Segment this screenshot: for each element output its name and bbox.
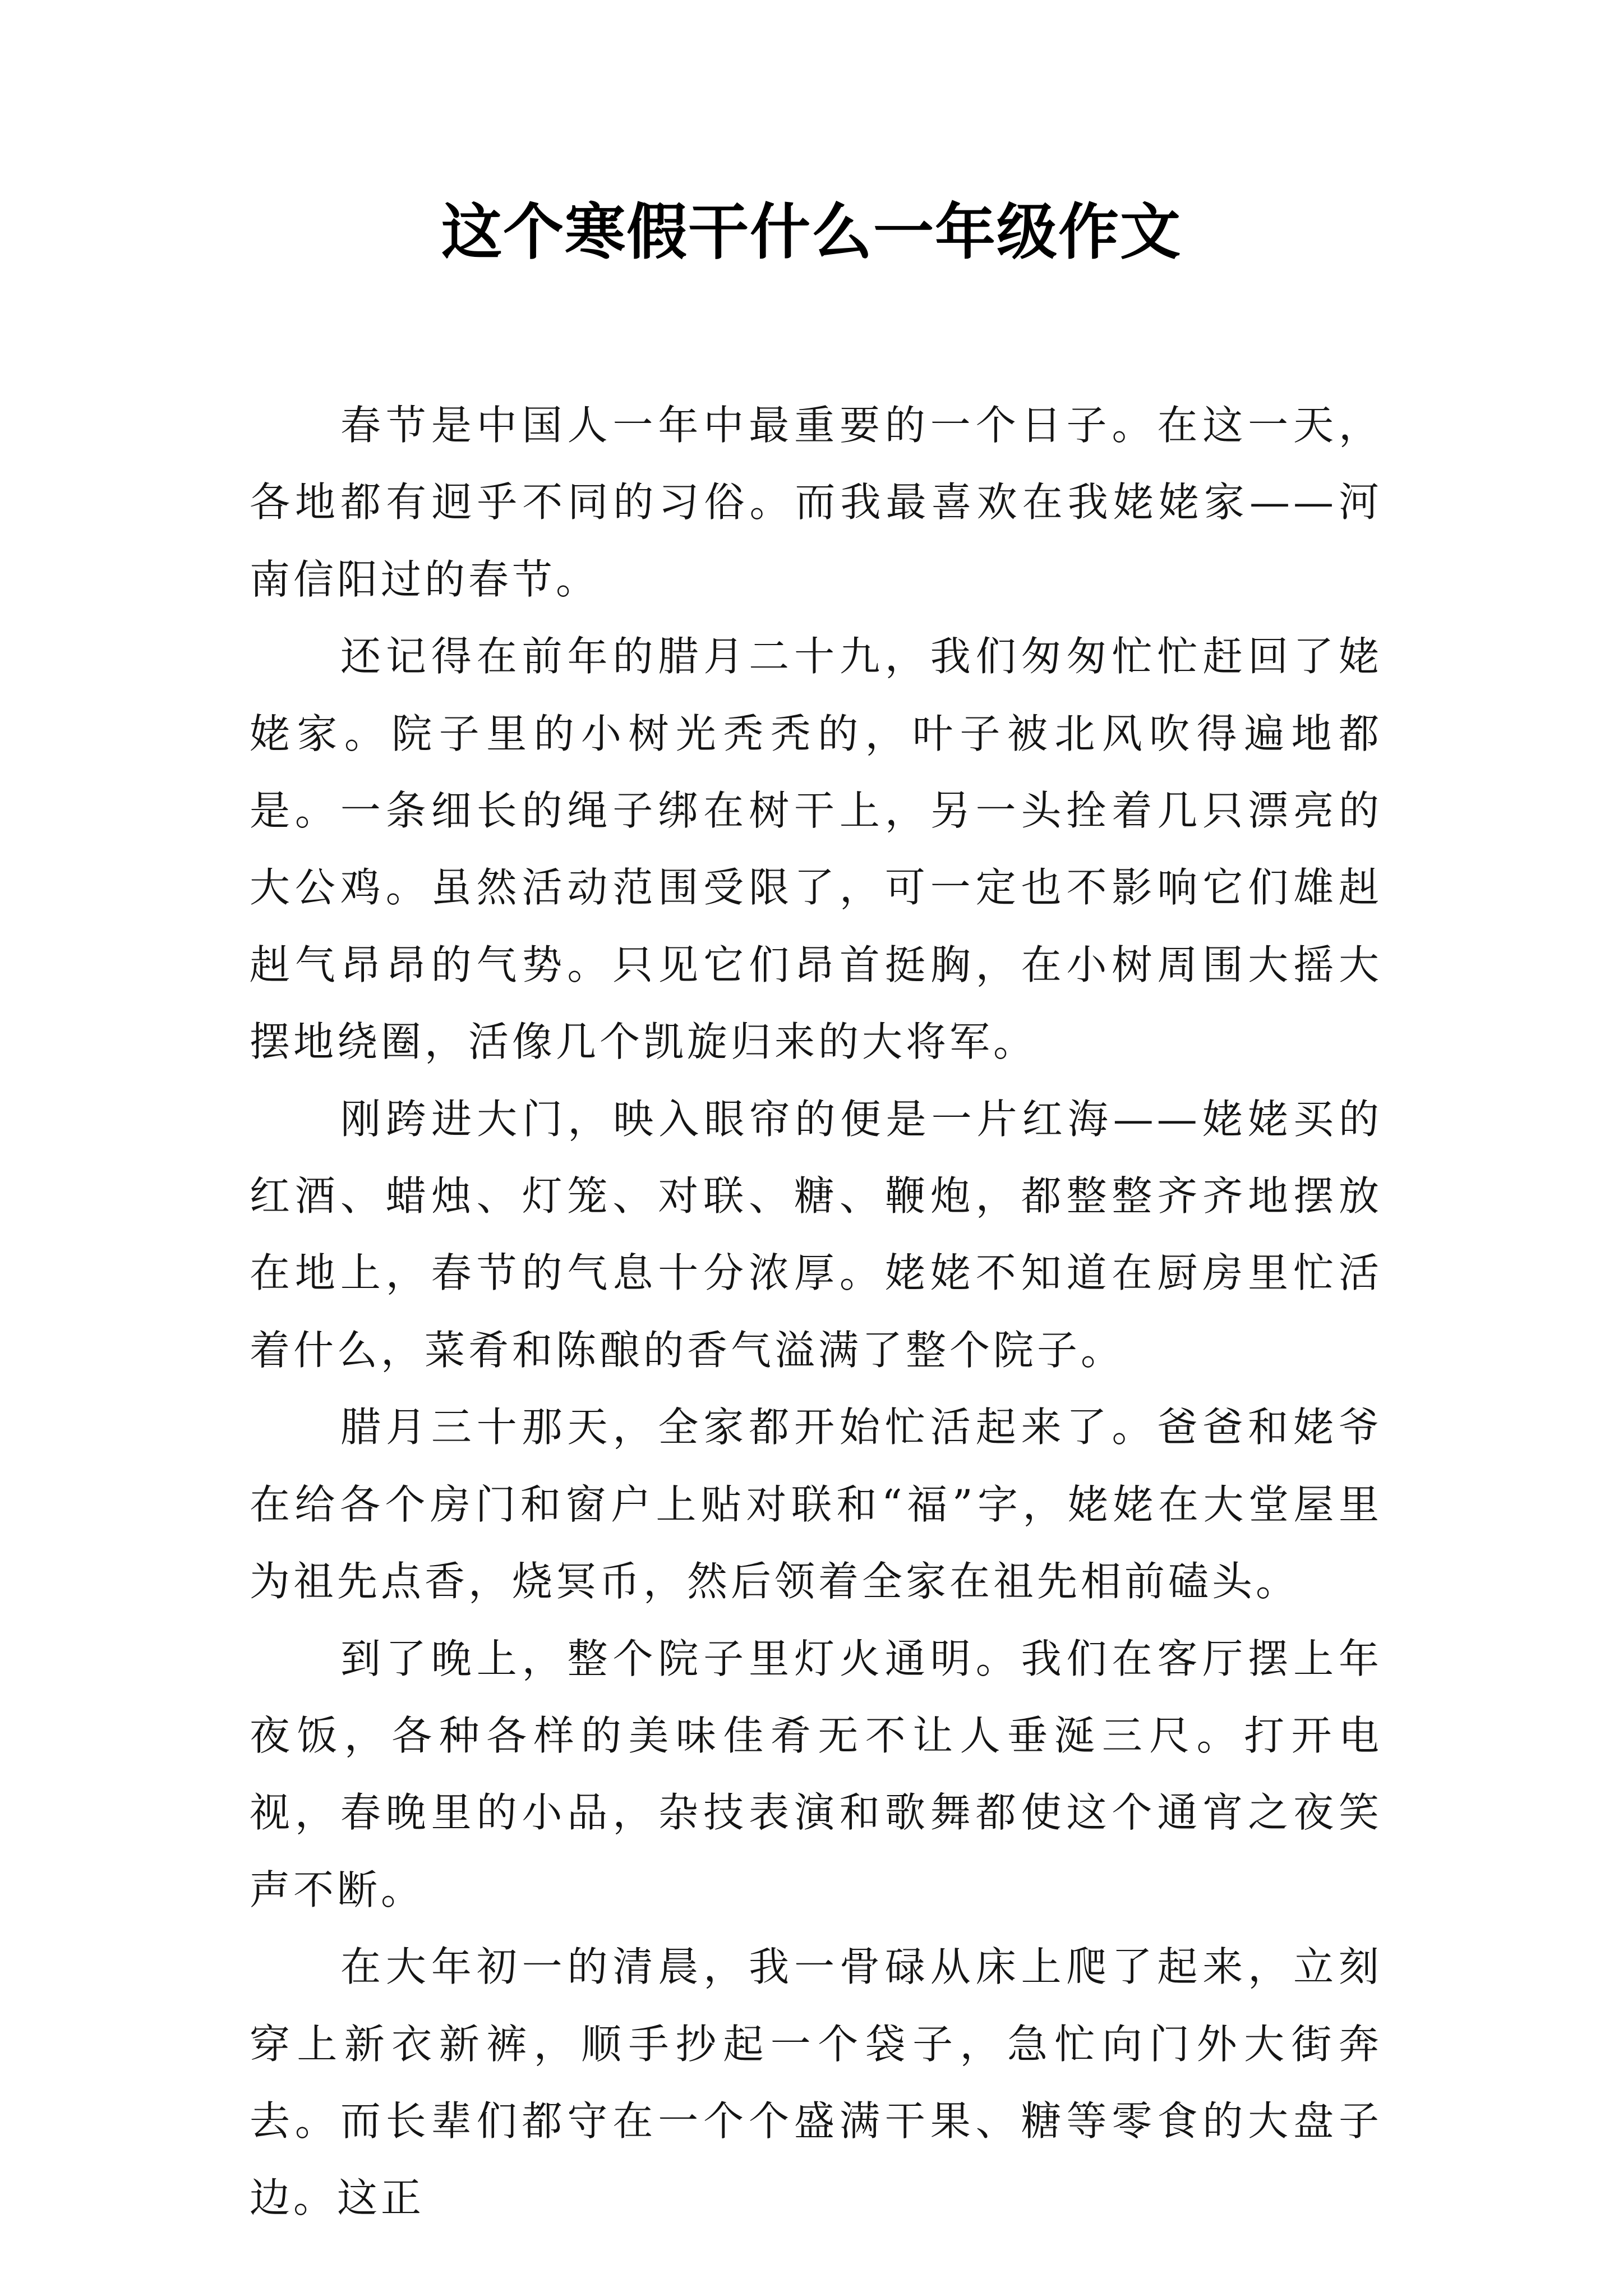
paragraph: 还记得在前年的腊月二十九，我们匆匆忙忙赶回了姥姥家。院子里的小树光秃秃的，叶子被北风吹得遍地都是。一条细长的绳子绑在树干上，另一头拴着几只漂亮的大公鸡。虽然活动范围受限了，可一定也不影响它们雄赳赳气昂昂的气势。只见它们昂首挺胸，在小树周围大摇大摆地绕圈，活像几个凯旋归来的大将军。 <box>250 633 1382 1066</box>
paragraph: 在大年初一的清晨，我一骨碌从床上爬了起来，立刻穿上新衣新裤，顺手抄起一个袋子，急忙向门外大街奔去。而长辈们都守在一个个盛满干果、糖等零食的大盘子边。这正 <box>250 1943 1382 2222</box>
document-body <box>250 387 1382 2237</box>
paragraph: 刚跨进大门，映入眼帘的便是一片红海——姥姥买的红酒、蜡烛、灯笼、对联、糖、鞭炮，都整整齐齐地摆放在地上，春节的气息十分浓厚。姥姥不知道在厨房里忙活着什么，菜肴和陈酿的香气溢满了整个院子。 <box>250 1095 1382 1374</box>
document-title: 这个寒假干什么一年级作文 <box>441 197 1182 268</box>
paragraph: 到了晚上，整个院子里灯火通明。我们在客厅摆上年夜饭，各种各样的美味佳肴无不让人垂涎三尺。打开电视，春晚里的小品，杂技表演和歌舞都使这个通宵之夜笑声不断。 <box>250 1635 1382 1913</box>
paragraph: 腊月三十那天，全家都开始忙活起来了。爸爸和姥爷在给各个房门和窗户上贴对联和“福”字，姥姥在大堂屋里为祖先点香，烧冥币，然后领着全家在祖先相前磕头。 <box>250 1404 1382 1605</box>
paragraph: 春节是中国人一年中最重要的一个日子。在这一天，各地都有迥乎不同的习俗。而我最喜欢在我姥姥家——河南信阳过的春节。 <box>250 402 1382 603</box>
